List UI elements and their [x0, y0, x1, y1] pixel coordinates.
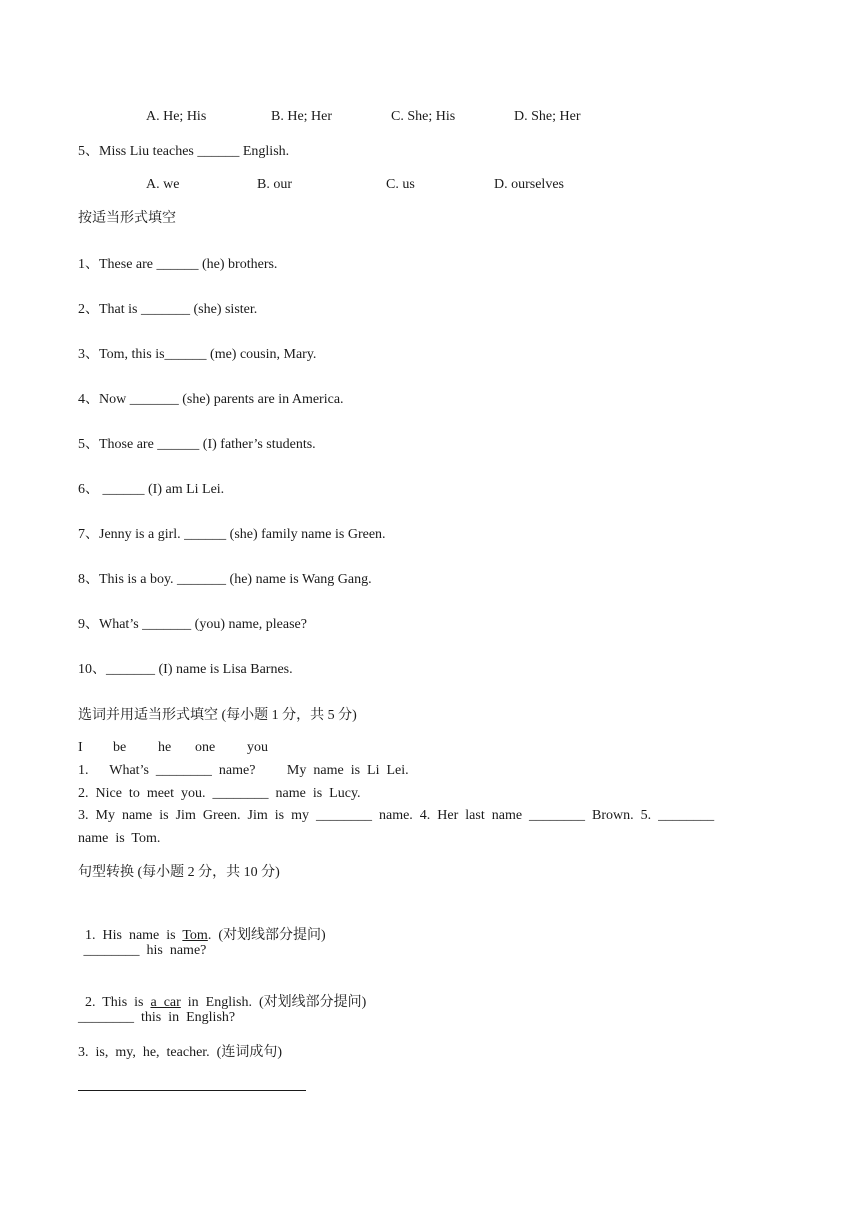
q5-option-b: B. our: [257, 177, 292, 192]
q1-underlined: Tom: [182, 928, 208, 943]
section3-line-2: 2. Nice to meet you. ________ name is Lucy.: [78, 786, 361, 801]
word-bank-item: I: [78, 740, 83, 755]
q1-prefix: 1. His name is: [85, 928, 183, 943]
q4-option-d: D. She; Her: [514, 109, 581, 124]
list-item: 7、Jenny is a girl. ______ (she) family name is Green.: [78, 527, 386, 542]
section4-q2-answer: ________ this in English?: [78, 1010, 236, 1025]
q5-option-c: C. us: [386, 177, 415, 192]
list-item: 3、Tom, this is______ (me) cousin, Mary.: [78, 347, 317, 362]
section3-line-3: 3. My name is Jim Green. Jim is my ________ name. 4. Her last name ________ Brown. 5. ________: [78, 808, 715, 823]
section4-q1-answer: ________ his name?: [80, 943, 207, 958]
section4-title: 句型转换: [78, 864, 134, 880]
section3-title: 选词并用适当形式填空: [78, 707, 218, 723]
section4-q3: 3. is, my, he, teacher. (连词成句): [78, 1045, 282, 1060]
section4-score: (每小题 2 分，共 10 分): [134, 865, 280, 880]
answer-blank-line: [78, 1090, 306, 1091]
section2-title: 按适当形式填空: [78, 210, 176, 226]
q5-option-a: A. we: [146, 177, 180, 192]
section3-line-4: name is Tom.: [78, 831, 161, 846]
list-item: 8、This is a boy. _______ (he) name is Wang Gang.: [78, 572, 372, 587]
word-bank-item: you: [247, 740, 268, 755]
q4-option-a: A. He; His: [146, 109, 207, 124]
word-bank-item: he: [158, 740, 172, 755]
section4-heading: [78, 863, 280, 882]
list-item: 10、_______ (I) name is Lisa Barnes.: [78, 662, 293, 677]
q5-option-d: D. ourselves: [494, 177, 564, 192]
list-item: 9、What’s _______ (you) name, please?: [78, 617, 307, 632]
section3-line-1: 1. What’s ________ name? My name is Li Lei.: [78, 763, 409, 778]
q4-option-c: C. She; His: [391, 109, 456, 124]
word-bank-item: one: [195, 740, 216, 755]
q1-suffix: . (对划线部分提问): [207, 928, 326, 943]
word-bank-item: be: [113, 740, 127, 755]
list-item: 5、Those are ______ (I) father’s students.: [78, 437, 316, 452]
section4-q1: [78, 909, 326, 945]
section3-heading: [78, 706, 357, 725]
section3-score: (每小题 1 分，共 5 分): [218, 708, 357, 723]
section4-q2: [78, 976, 366, 1012]
q2-suffix: in English. (对划线部分提问): [180, 995, 367, 1010]
list-item: 4、Now _______ (she) parents are in America.: [78, 392, 344, 407]
list-item: 1、These are ______ (he) brothers.: [78, 257, 278, 272]
q5-stem: 5、Miss Liu teaches ______ English.: [78, 144, 290, 159]
word-bank: [0, 739, 860, 757]
q2-underlined: a car: [150, 995, 181, 1010]
q4-option-b: B. He; Her: [271, 109, 333, 124]
list-item: 2、That is _______ (she) sister.: [78, 302, 258, 317]
q2-prefix: 2. This is: [85, 995, 151, 1010]
list-item: 6、 ______ (I) am Li Lei.: [78, 482, 225, 497]
